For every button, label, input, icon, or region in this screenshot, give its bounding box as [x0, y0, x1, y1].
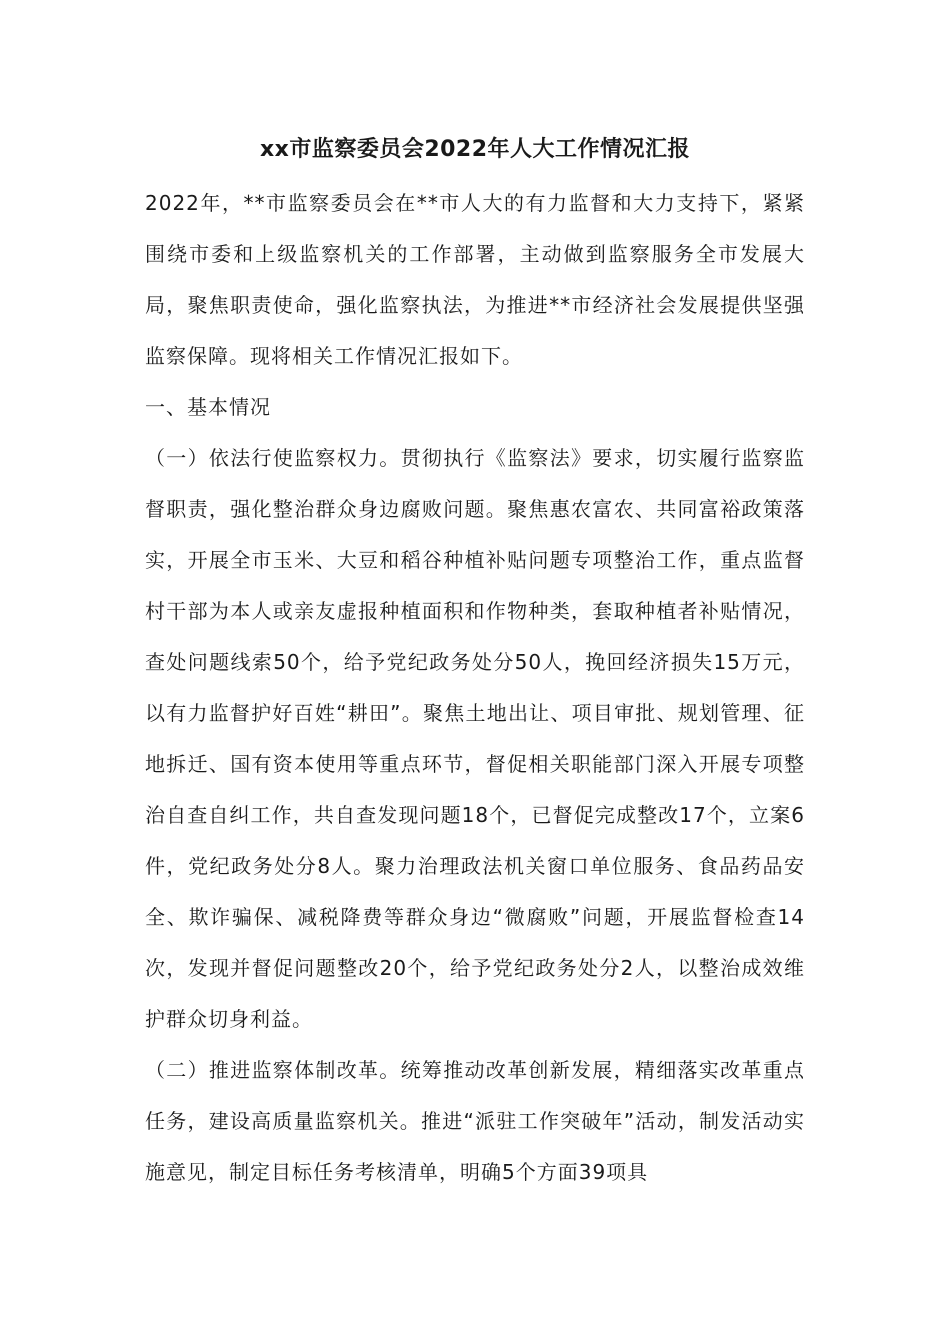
document-page — [145, 128, 805, 1198]
section-heading-basic-situation: 一、基本情况 — [145, 395, 271, 419]
paragraph-system-reform: （二）推进监察体制改革。统筹推动改革创新发展，精细落实改革重点任务，建设高质量监察机关。推进“派驻工作突破年”活动，制发活动实施意见，制定目标任务考核清单，明确5个方面39项具 — [145, 1058, 805, 1184]
intro-paragraph: 2022年，**市监察委员会在**市人大的有力监督和大力支持下，紧紧围绕市委和上级监察机关的工作部署，主动做到监察服务全市发展大局，聚焦职责使命，强化监察执法，为推进**市经济社会发展提供坚强监察保障。现将相关工作情况汇报如下。 — [145, 191, 805, 368]
document-title: xx市监察委员会2022年人大工作情况汇报 — [259, 137, 691, 162]
paragraph-supervision-power: （一）依法行使监察权力。贯彻执行《监察法》要求，切实履行监察监督职责，强化整治群众身边腐败问题。聚焦惠农富农、共同富裕政策落实，开展全市玉米、大豆和稻谷种植补贴问题专项整治工作，重点监督村干部为本人或亲友虚报种植面积和作物种类，套取种植者补贴情况，查处问题线索50个，给予党纪政务处分50人，挽回经济损失15万元，以有力监督护好百姓“耕田”。聚焦土地出让、项目审批、规划管理、征地拆迁、国有资本使用等重点环节，督促相关职能部门深入开展专项整治自查自纠工作，共自查发现问题18个，已督促完成整改17个，立案6件，党纪政务处分8人。聚力治理政法机关窗口单位服务、食品药品安全、欺诈骗保、减税降费等群众身边“微腐败”问题，开展监督检查14次，发现并督促问题整改20个，给予党纪政务处分2人，以整治成效维护群众切身利益。 — [145, 446, 805, 1031]
